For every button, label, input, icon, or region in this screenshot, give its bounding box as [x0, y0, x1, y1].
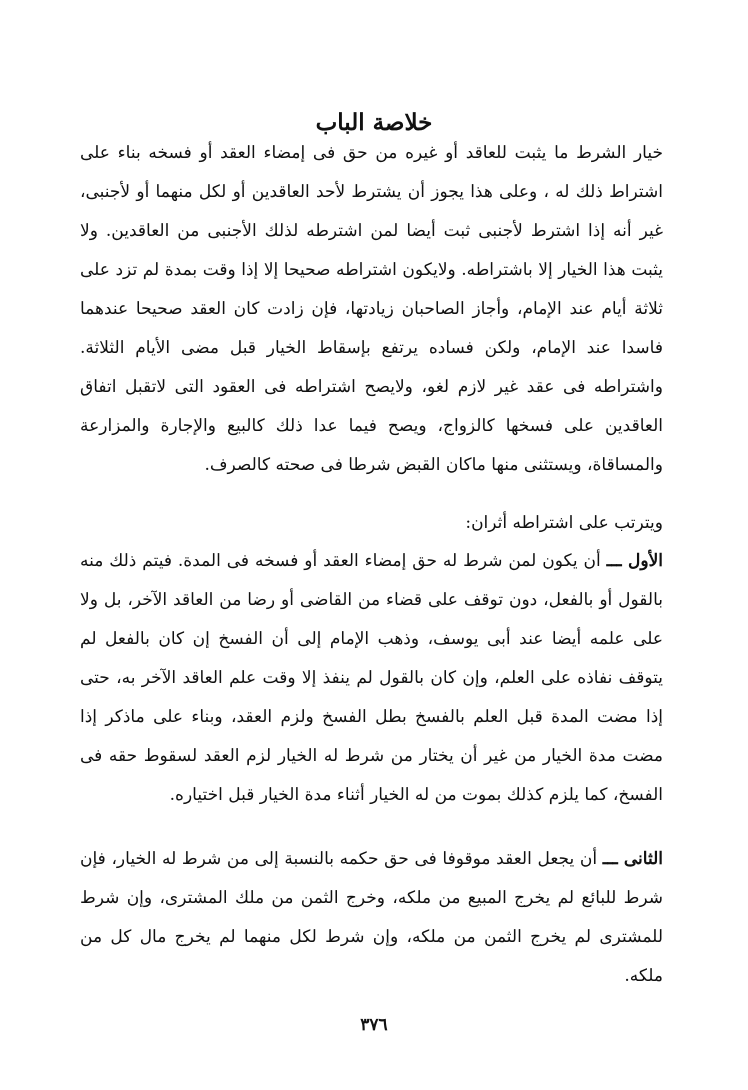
chapter-summary-title: خلاصة الباب: [315, 109, 433, 137]
effect-second-block: [80, 840, 663, 996]
effect-first-label: الأول ـــ: [606, 551, 663, 571]
effect-second-label: الثانى ـــ: [602, 849, 663, 869]
page-number: ٣٧٦: [360, 1015, 388, 1035]
effect-first-paragraph: [80, 542, 663, 815]
effects-intro: ويترتب على اشتراطه أثران:: [465, 513, 663, 533]
summary-paragraph-block: [80, 134, 663, 485]
effect-first-block: [80, 542, 663, 815]
effect-first-text: أن يكون لمن شرط له حق إمضاء العقد أو فسخه فى المدة. فيتم ذلك منه بالقول أو بالفعل، دون توقف على قضاء من القاضى أو رضا من العاقد الآخر، بل ولا على علمه أيضا عند أبى يوسف، وذهب الإمام إلى أن الفسخ إن كان بالفعل لم يتوقف نفاذه على العلم، وإن كان بالقول لم ينفذ إلا وقت علم العاقد الآخر به، حتى إذا مضت المدة قبل العلم بالفسخ بطل الفسخ ولزم العقد، وبناء على ماذكر إذا مضت مدة الخيار من غير أن يختار من شرط له الخيار لزم العقد لسقوط حقه فى الفسخ، كما يلزم كذلك بموت من له الخيار أثناء مدة الخيار قبل اختياره.: [80, 551, 663, 805]
summary-paragraph: خيار الشرط ما يثبت للعاقد أو غيره من حق فى إمضاء العقد أو فسخه بناء على اشتراط ذلك له ، وعلى هذا يجوز أن يشترط لأحد العاقدين أو لكل منهما أو لأجنبى، غير أنه إذا اشترط لأجنبى ثبت أيضا لمن اشترطه لذلك الأجنبى من العاقدين. ولا يثبت هذا الخيار إلا باشتراطه. ولايكون اشتراطه صحيحا إلا إذا وقت بمدة لم تزد على ثلاثة أيام عند الإمام، وأجاز الصاحبان زيادتها، فإن زادت كان العقد صحيحا عندهما فاسدا عند الإمام، ولكن فساده يرتفع بإسقاط الخيار قبل مضى الأيام الثلاثة. واشتراطه فى عقد غير لازم لغو، ولايصح اشتراطه فى العقود التى لاتقبل اتفاق العاقدين على فسخها كالزواج، ويصح فيما عدا ذلك كالبيع والإجارة والمزارعة والمساقاة، ويستثنى منها ماكان القبض شرطا فى صحته كالصرف.: [80, 143, 663, 475]
effect-second-paragraph: [80, 840, 663, 996]
effect-second-text: أن يجعل العقد موقوفا فى حق حكمه بالنسبة إلى من شرط له الخيار، فإن شرط للبائع لم يخرج المبيع من ملكه، وخرج الثمن من ملك المشترى، وإن شرط للمشترى لم يخرج الثمن من ملكه، وإن شرط لكل منهما لم يخرج مال كل من ملكه.: [80, 849, 663, 986]
effects-intro-block: [80, 504, 663, 543]
